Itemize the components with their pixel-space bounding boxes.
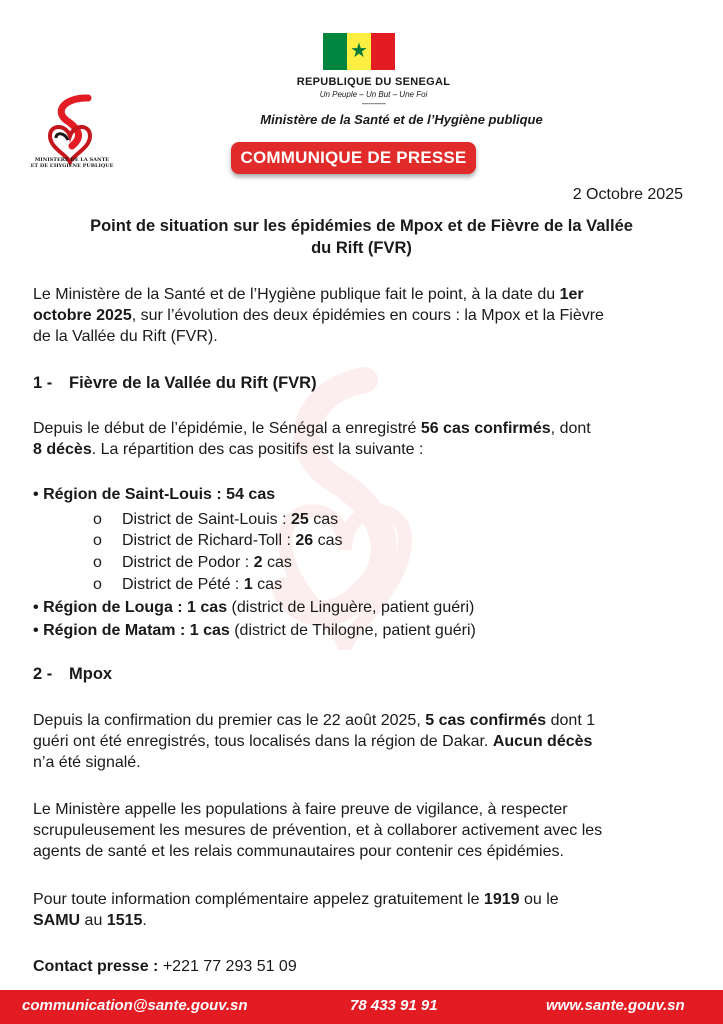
footer-website[interactable]: www.sante.gouv.sn [546,997,685,1014]
district-item: o District de Richard-Toll : 26 cas [93,532,343,549]
district-item: o District de Saint-Louis : 25 cas [93,511,339,528]
appeal-paragraph: Le Ministère appelle les populations à faire preuve de vigilance, à respecter scrupuleusement les mesures de prévention, et à collaborer activement avec les agents de santé et les relais communautaires pour contenir ces épidémies. [33,801,603,860]
footer-phone[interactable]: 78 433 91 91 [350,997,438,1014]
document-title: Point de situation sur les épidémies de Mpox et de Fièvre de la Vallée du Rift (FVR) [90,217,633,257]
region-matam: • Région de Matam : 1 cas (district de Thilogne, patient guéri) [33,622,476,639]
ministry-logo-caption: MINISTERE DE LA SANTE ET DE L’HYGIENE PUBLIQUE [30,157,114,169]
republic-title: REPUBLIQUE DU SENEGAL [296,76,451,88]
press-contact: Contact presse : +221 77 293 51 09 [33,958,297,975]
mpox-paragraph: Depuis la confirmation du premier cas le 22 août 2025, 5 cas confirmés dont 1 guéri ont été enregistrés, tous localisés dans la région de Dakar. Aucun décès n’a été signalé. [33,712,596,771]
republic-motto: Un Peuple – Un But – Une Foi [319,90,428,99]
release-date: 2 Octobre 2025 [572,186,683,203]
info-paragraph: Pour toute information complémentaire appelez gratuitement le 1919 ou le SAMU au 1515. [33,891,559,929]
intro-paragraph: Le Ministère de la Santé et de l’Hygiène publique fait le point, à la date du 1er octobre 2025, sur l’évolution des deux épidémies en cours : la Mpox et la Fièvre de la Vallée du Rift (FVR). [33,286,604,345]
senegal-flag-icon: ★ [323,33,395,70]
section-1-heading: 1 - Fièvre de la Vallée du Rift (FVR) [33,374,317,392]
ministry-name: Ministère de la Santé et de l’Hygiène publique [260,112,543,127]
press-release-badge: COMMUNIQUE DE PRESSE [231,142,476,174]
district-item: o District de Podor : 2 cas [93,554,292,571]
footer-bar [0,990,723,1024]
section-2-heading: 2 - Mpox [33,665,113,683]
press-contact-phone[interactable]: +221 77 293 51 09 [158,958,297,975]
footer-email[interactable]: communication@sante.gouv.sn [22,997,248,1014]
fvr-paragraph: Depuis le début de l’épidémie, le Sénégal a enregistré 56 cas confirmés, dont 8 décès. La répartition des cas positifs est la suivante : [33,420,591,458]
header-separator: ----------- [361,99,386,108]
region-saint-louis: • Région de Saint-Louis : 54 cas [33,486,276,503]
region-louga: • Région de Louga : 1 cas (district de Linguère, patient guéri) [33,599,475,616]
district-item: o District de Pété : 1 cas [93,576,283,593]
